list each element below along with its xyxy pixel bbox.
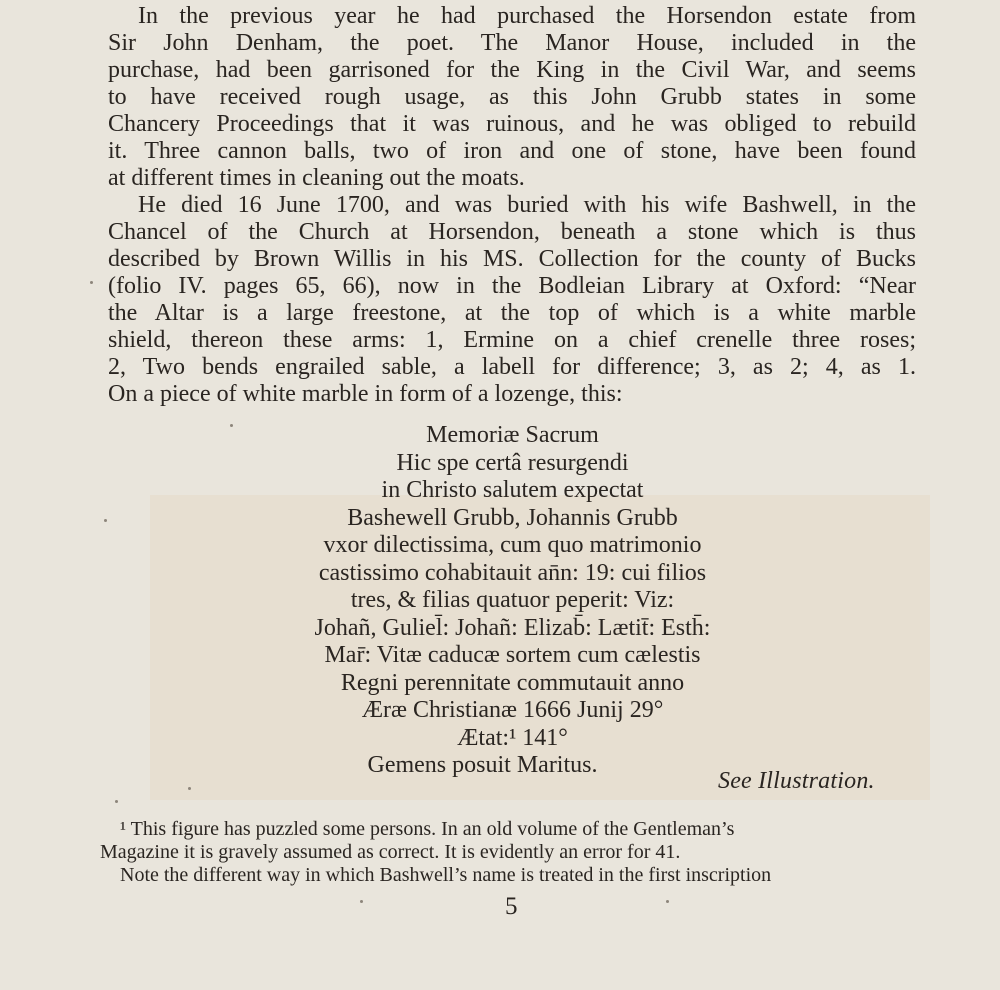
inscription-line: Bashewell Grubb, Johannis Grubb <box>347 504 678 531</box>
latin-inscription <box>180 422 845 780</box>
text-line: (folio IV. pages 65, 66), now in the Bodleian Library at Oxford: “Near <box>108 273 916 299</box>
paragraph-horsendon-estate <box>108 3 916 192</box>
paper-speck <box>188 787 191 790</box>
inscription-line: Æræ Christianæ 1666 Junij 29° <box>361 697 664 723</box>
paper-speck <box>666 900 669 903</box>
paper-speck <box>360 900 363 903</box>
inscription-line: tres, & filias quatuor peperit: Viz: <box>350 587 675 613</box>
paragraph-burial <box>108 192 916 408</box>
inscription-line: Hic spe certâ resurgendi <box>396 449 629 476</box>
footnote-line: ¹ This figure has puzzled some persons. In an old volume of the Gentleman’s <box>120 818 735 840</box>
inscription-line: in Christo salutem expectat <box>381 477 644 503</box>
paper-speck <box>104 519 107 522</box>
text-line: 2, Two bends engrailed sable, a labell for difference; 3, as 2; 4, as 1. <box>108 354 916 380</box>
paper-speck <box>115 800 118 803</box>
see-illustration-note: See Illustration. <box>718 768 875 794</box>
text-line: purchase, had been garrisoned for the King in the Civil War, and seems <box>108 57 916 83</box>
inscription-line: Memoriæ Sacrum <box>426 422 599 448</box>
text-line: On a piece of white marble in form of a lozenge, this: <box>108 381 623 407</box>
footnote <box>100 818 930 887</box>
text-line: at different times in cleaning out the moats. <box>108 165 525 191</box>
inscription-line: Ætat:¹ 141° <box>457 724 568 751</box>
text-line: it. Three cannon balls, two of iron and one of stone, have been found <box>108 138 916 164</box>
text-line: Chancery Proceedings that it was ruinous, and he was obliged to rebuild <box>108 111 916 137</box>
page-number: 5 <box>505 893 518 920</box>
text-line: In the previous year he had purchased the Horsendon estate from <box>138 3 916 29</box>
paper-speck <box>90 281 93 284</box>
footnote-line: Note the different way in which Bashwell’s name is treated in the first inscription <box>120 864 772 886</box>
text-line: to have received rough usage, as this John Grubb states in some <box>108 84 916 110</box>
text-line: the Altar is a large freestone, at the top of which is a white marble <box>108 300 916 326</box>
body-text <box>108 0 916 408</box>
text-line: shield, thereon these arms: 1, Ermine on a chief crenelle three roses; <box>108 327 916 353</box>
text-line: He died 16 June 1700, and was buried with his wife Bashwell, in the <box>138 192 916 218</box>
text-line: described by Brown Willis in his MS. Collection for the county of Bucks <box>108 246 916 272</box>
inscription-line: Mar̄: Vitæ caducæ sortem cum cælestis <box>324 642 701 668</box>
text-line: Chancel of the Church at Horsendon, beneath a stone which is thus <box>108 219 916 245</box>
inscription-line: vxor dilectissima, cum quo matrimonio <box>323 532 702 558</box>
inscription-line: castissimo cohabitauit an̄n: 19: cui filios <box>318 559 707 586</box>
paper-speck <box>230 424 233 427</box>
text-line: Sir John Denham, the poet. The Manor House, included in the <box>108 30 916 56</box>
inscription-line: Johañ, Guliel̄: Johañ: Elizab̄: Lætit̄: Esth̄: <box>314 614 711 641</box>
inscription-line: Regni perennitate commutauit anno <box>340 669 685 696</box>
inscription-line: Gemens posuit Maritus. <box>367 752 598 778</box>
footnote-line: Magazine it is gravely assumed as correct. It is evidently an error for 41. <box>100 841 681 863</box>
